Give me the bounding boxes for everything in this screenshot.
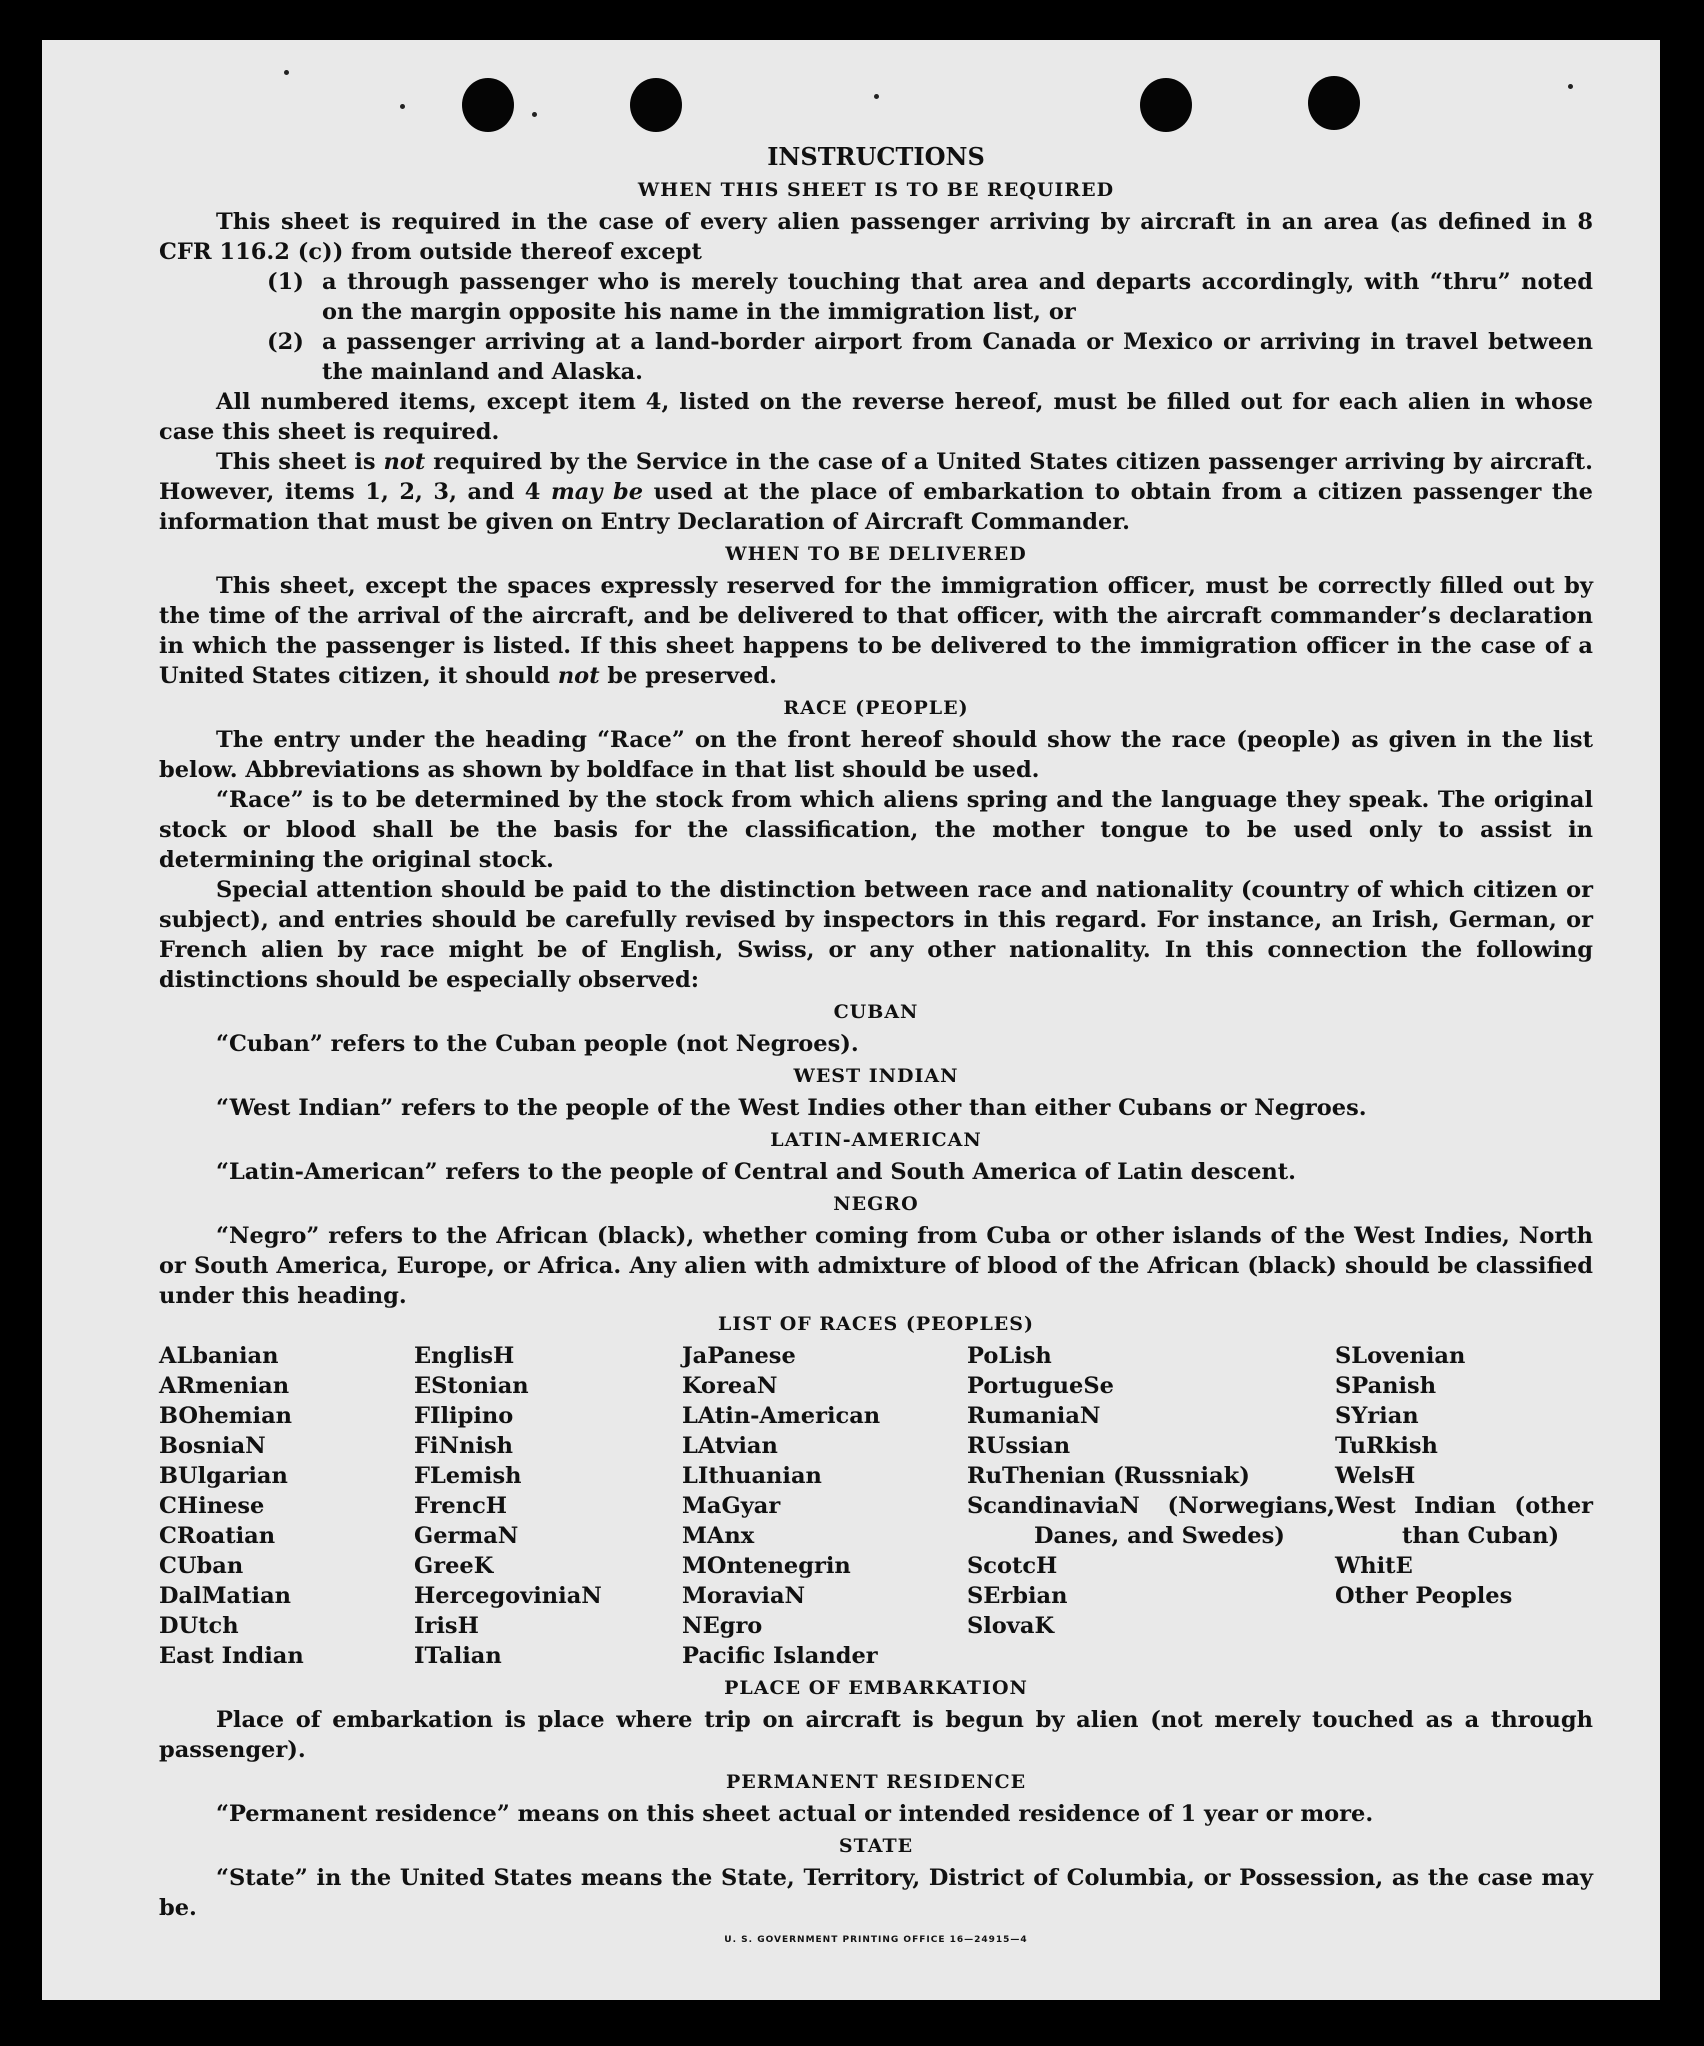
- race-entry: DUtch: [159, 1613, 239, 1639]
- paragraph: Place of embarkation is place where trip on aircraft is begun by alien (not merely touched as a through passenger).: [159, 1707, 1593, 1763]
- paragraph: “Latin-American” refers to the people of Central and South America of Latin descent.: [216, 1159, 1296, 1185]
- race-entry: WelsH: [1335, 1463, 1416, 1489]
- race-entry: EnglisH: [414, 1343, 515, 1369]
- race-entry: FLemish: [414, 1463, 522, 1489]
- race-entry: KoreaN: [682, 1373, 778, 1399]
- speck: [400, 104, 405, 109]
- paragraph: “Permanent residence” means on this sheet actual or intended residence of 1 year or more.: [216, 1801, 1374, 1827]
- race-entry: PoLish: [967, 1343, 1052, 1369]
- list-item: [267, 267, 1593, 327]
- text-run: in that list should be used.: [694, 757, 1040, 783]
- race-entry: BOhemian: [159, 1403, 293, 1429]
- text-run: required by the Service in the case of a United States citizen passenger arriving by aircraft. However, items 1, 2, 3, and 4: [159, 449, 1593, 505]
- race-entry: RUssian: [967, 1433, 1071, 1459]
- punch-hole-3: [1140, 78, 1192, 132]
- races-column-4: [967, 1341, 1335, 1671]
- races-column-2: [414, 1341, 682, 1671]
- race-entry: BUlgarian: [159, 1463, 288, 1489]
- paragraph: “Race” is to be determined by the stock from which aliens spring and the language they speak. The original stock or blood shall be the basis for the classification, the mother tongue to be used only to assist in determining the original stock.: [159, 787, 1593, 873]
- race-entry: RumaniaN: [967, 1403, 1101, 1429]
- text-run: used at the place of embarkation to obtain from a citizen passenger the information that must be given on Entry Declaration of Aircraft Commander.: [159, 479, 1593, 535]
- race-entry: FrencH: [414, 1493, 508, 1519]
- race-entry: SPanish: [1335, 1373, 1437, 1399]
- printer-imprint: U. S. GOVERNMENT PRINTING OFFICE 16—24915—4: [724, 1935, 1028, 1945]
- text-run-italic: not: [557, 663, 600, 689]
- race-entry: FiNnish: [414, 1433, 514, 1459]
- race-entry: FIlipino: [414, 1403, 514, 1429]
- paragraph: “Negro” refers to the African (black), whether coming from Cuba or other islands of the West Indies, North or South America, Europe, or Africa. Any alien with admixture of blood of the African (black) should be classified under this heading.: [159, 1223, 1593, 1309]
- heading-west-indian: WEST INDIAN: [793, 1065, 959, 1087]
- race-entry: Other Peoples: [1335, 1583, 1513, 1609]
- heading-embarkation: PLACE OF EMBARKATION: [724, 1677, 1028, 1699]
- paragraph: [159, 447, 1593, 537]
- race-entry: SErbian: [967, 1583, 1068, 1609]
- text-run-emphasis: boldface: [586, 757, 695, 783]
- speck: [284, 70, 289, 75]
- heading-list-of-races: LIST OF RACES (PEOPLES): [718, 1313, 1034, 1335]
- punch-hole-4: [1308, 76, 1360, 130]
- race-entry: BosniaN: [159, 1433, 266, 1459]
- race-entry: MAnx: [682, 1523, 755, 1549]
- race-entry: CUban: [159, 1553, 244, 1579]
- document-page: [42, 40, 1660, 2000]
- item-text: a passenger arriving at a land-border airport from Canada or Mexico or arriving in travel between the mainland and Alaska.: [322, 329, 1593, 385]
- race-entry: CHinese: [159, 1493, 265, 1519]
- race-entry: EStonian: [414, 1373, 529, 1399]
- race-entry: RuThenian (Russniak): [967, 1463, 1250, 1489]
- heading-cuban: CUBAN: [833, 1001, 919, 1023]
- race-entry: GreeK: [414, 1553, 494, 1579]
- race-entry: ALbanian: [159, 1343, 279, 1369]
- heading-race: RACE (PEOPLE): [783, 697, 969, 719]
- race-entry: WhitE: [1335, 1553, 1413, 1579]
- heading-latin-american: LATIN-AMERICAN: [770, 1129, 982, 1151]
- text-run: This sheet is: [216, 449, 384, 475]
- race-entry: LAtin-American: [682, 1403, 881, 1429]
- heading-permanent-residence: PERMANENT RESIDENCE: [725, 1771, 1027, 1793]
- race-entry: NEgro: [682, 1613, 763, 1639]
- race-entry: SYrian: [1335, 1403, 1419, 1429]
- text-run-italic: not: [383, 449, 426, 475]
- race-entry: ITalian: [414, 1643, 502, 1669]
- paragraph: “State” in the United States means the State, Territory, District of Columbia, or Possession, as the case may be.: [159, 1865, 1593, 1921]
- race-entry: JaPanese: [682, 1343, 796, 1369]
- races-column-3: [682, 1341, 967, 1671]
- race-entry: West Indian (other than Cuban): [1335, 1493, 1593, 1549]
- speck: [874, 94, 879, 99]
- heading-required: WHEN THIS SHEET IS TO BE REQUIRED: [637, 179, 1115, 201]
- text-run: The entry under the heading “Race” on the front hereof should show the race (people) as given in the list below. Abbreviations as shown by: [159, 727, 1593, 783]
- race-entry: LIthuanian: [682, 1463, 822, 1489]
- list-item: [267, 327, 1593, 387]
- item-text: a through passenger who is merely touching that area and departs accordingly, with “thru” noted on the margin opposite his name in the immigration list, or: [322, 269, 1593, 325]
- paragraph: This sheet is required in the case of every alien passenger arriving by aircraft in an area (as defined in 8 CFR 116.2 (c)) from outside thereof except: [159, 209, 1593, 265]
- document-body: [159, 142, 1593, 1945]
- heading-delivered: WHEN TO BE DELIVERED: [725, 543, 1027, 565]
- race-entry: LAtvian: [682, 1433, 778, 1459]
- speck: [532, 112, 537, 117]
- page-title: INSTRUCTIONS: [767, 142, 985, 171]
- race-entry: SLovenian: [1335, 1343, 1466, 1369]
- race-entry: MOntenegrin: [682, 1553, 851, 1579]
- race-entry: IrisH: [414, 1613, 479, 1639]
- paragraph: [159, 725, 1593, 785]
- paragraph: “West Indian” refers to the people of the West Indies other than either Cubans or Negroes.: [216, 1095, 1367, 1121]
- races-table: [159, 1341, 1593, 1671]
- punch-hole-1: [462, 78, 514, 132]
- race-entry: ScandinaviaN (Norwegians, Danes, and Swedes): [967, 1493, 1335, 1549]
- race-entry: MoraviaN: [682, 1583, 806, 1609]
- race-entry: SlovaK: [967, 1613, 1055, 1639]
- races-column-1: [159, 1341, 414, 1671]
- race-entry: PortugueSe: [967, 1373, 1114, 1399]
- race-entry: East Indian: [159, 1643, 304, 1669]
- text-run: be preserved.: [599, 663, 778, 689]
- heading-state: STATE: [838, 1835, 914, 1857]
- paragraph: Special attention should be paid to the distinction between race and nationality (country of which citizen or subject), and entries should be carefully revised by inspectors in this regard. For instance, an Irish, German, or French alien by race might be of English, Swiss, or any other nationality. In this connection the following distinctions should be especially observed:: [159, 877, 1593, 993]
- paragraph: [159, 571, 1593, 691]
- item-number: (1): [267, 269, 304, 295]
- race-entry: HercegoviniaN: [414, 1583, 602, 1609]
- paragraph: All numbered items, except item 4, listed on the reverse hereof, must be filled out for each alien in whose case this sheet is required.: [159, 389, 1593, 445]
- races-column-5: [1335, 1341, 1593, 1671]
- race-entry: ARmenian: [159, 1373, 290, 1399]
- heading-negro: NEGRO: [833, 1193, 919, 1215]
- race-entry: DalMatian: [159, 1583, 292, 1609]
- race-entry: ScotcH: [967, 1553, 1058, 1579]
- text-run: This sheet, except the spaces expressly reserved for the immigration officer, must be correctly filled out by the time of the arrival of the aircraft, and be delivered to that officer, with the aircraft commander’s declaration in which the passenger is listed. If this sheet happens to be delivered to the immigration officer in the case of a United States citizen, it should: [159, 573, 1593, 689]
- race-entry: Pacific Islander: [682, 1643, 878, 1669]
- text-run-italic: may be: [551, 479, 644, 505]
- race-entry: CRoatian: [159, 1523, 276, 1549]
- speck: [1568, 84, 1573, 89]
- race-entry: GermaN: [414, 1523, 519, 1549]
- item-number: (2): [267, 329, 304, 355]
- race-entry: MaGyar: [682, 1493, 781, 1519]
- punch-hole-2: [630, 78, 682, 132]
- race-entry: TuRkish: [1335, 1433, 1438, 1459]
- paragraph: “Cuban” refers to the Cuban people (not Negroes).: [216, 1031, 859, 1057]
